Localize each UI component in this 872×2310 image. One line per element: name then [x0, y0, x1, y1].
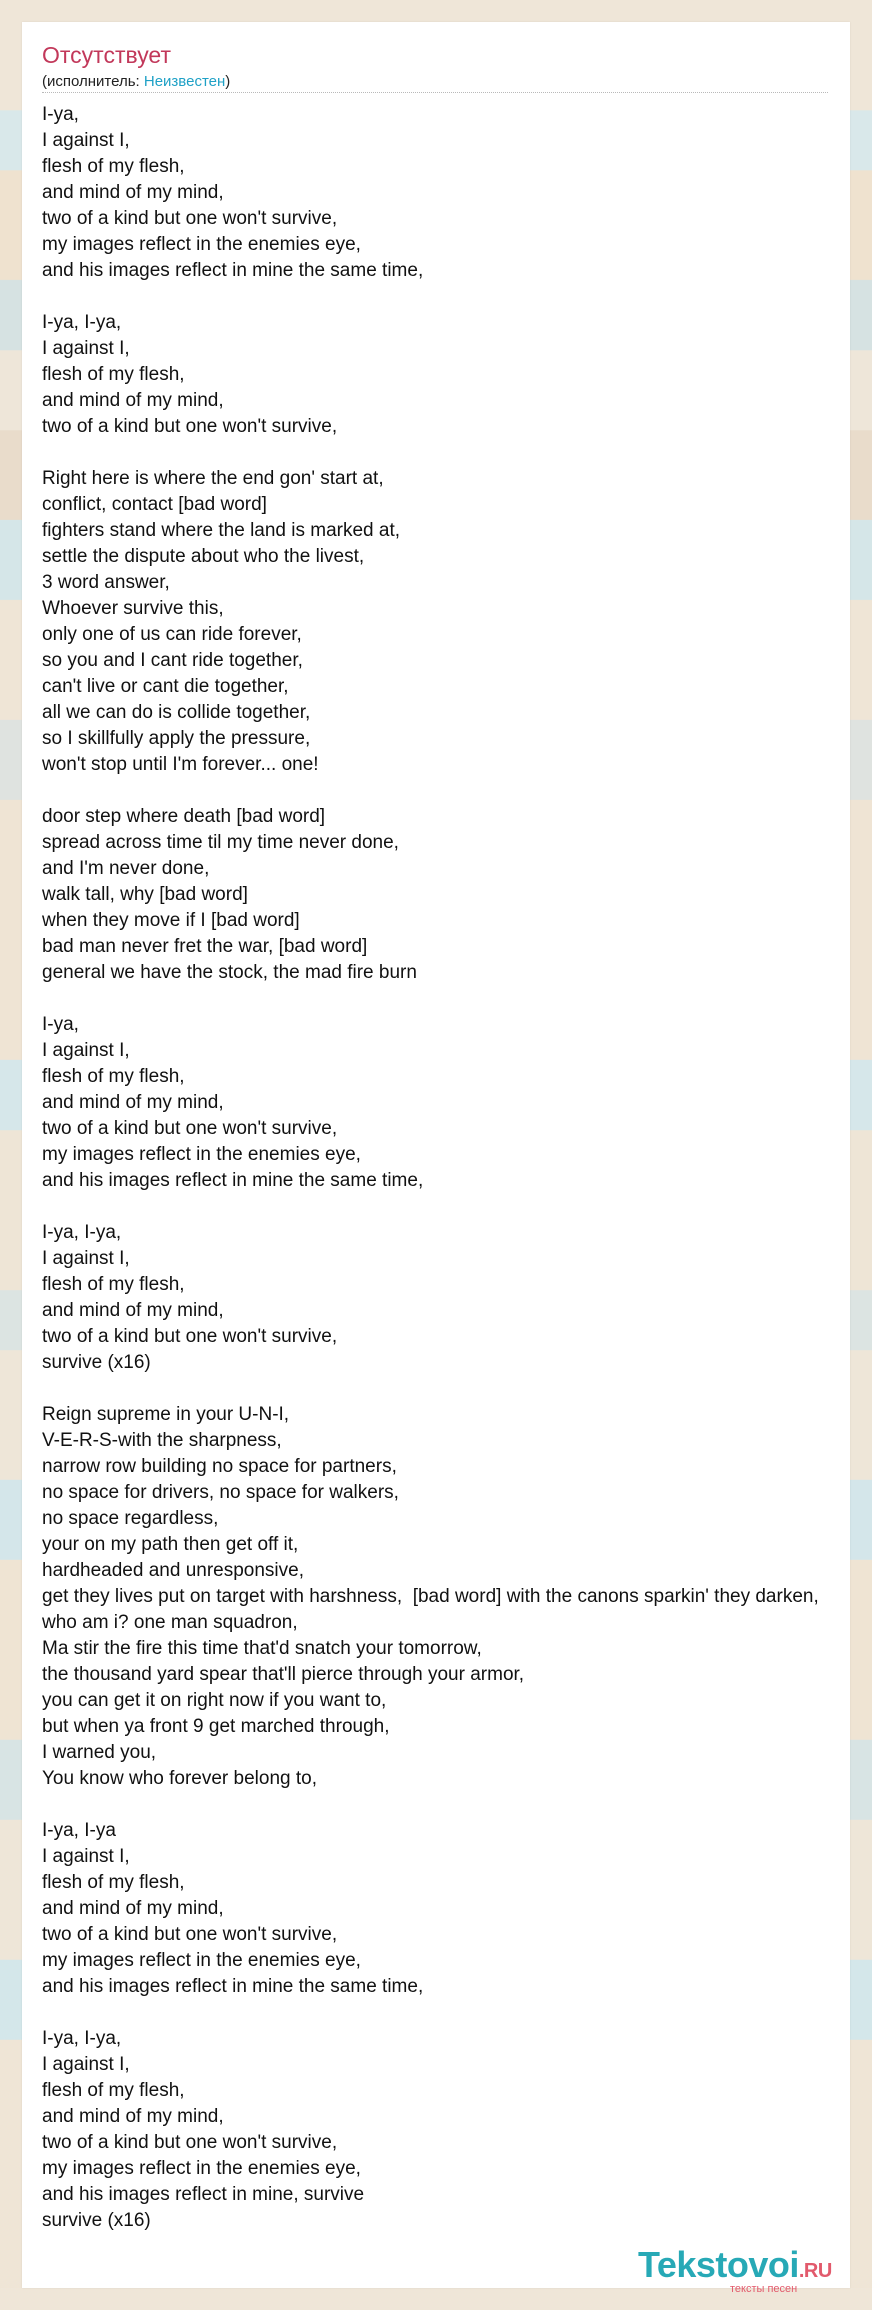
lyrics-line: 3 word answer,: [42, 572, 170, 593]
lyrics-line: can't live or cant die together,: [42, 676, 289, 697]
lyrics-line: won't stop until I'm forever... one!: [42, 754, 319, 775]
lyrics-line: door step where death [bad word]: [42, 806, 326, 827]
lyrics-line: who am i? one man squadron,: [42, 1612, 298, 1633]
artist-link[interactable]: Неизвестен: [143, 73, 226, 90]
lyrics-line: I against I,: [42, 130, 130, 151]
lyrics-line: V-E-R-S-with the sharpness,: [42, 1430, 282, 1451]
lyrics-line: survive (x16): [42, 2210, 151, 2231]
lyrics-line: two of a kind but one won't survive,: [42, 1924, 338, 1945]
lyrics-line: but when ya front 9 get marched through,: [42, 1716, 390, 1737]
lyrics-line: I warned you,: [42, 1742, 157, 1763]
artist-prefix: (исполнитель:: [42, 73, 144, 90]
lyrics-line: flesh of my flesh,: [42, 2080, 185, 2101]
artist-line: [42, 73, 230, 91]
lyrics-line: I-ya, I-ya: [42, 1820, 116, 1841]
lyrics-blank-line: [42, 1194, 819, 1220]
lyrics-line: spread across time til my time never done,: [42, 832, 399, 853]
logo-suffix: .RU: [798, 2260, 832, 2282]
lyrics-line: flesh of my flesh,: [42, 1066, 185, 1087]
lyrics-line: and his images reflect in mine the same time,: [42, 1170, 424, 1191]
lyrics-line: settle the dispute about who the livest,: [42, 546, 365, 567]
lyrics-line: and his images reflect in mine the same time,: [42, 260, 424, 281]
lyrics-line: two of a kind but one won't survive,: [42, 1326, 338, 1347]
lyrics-blank-line: [42, 1376, 819, 1402]
lyrics-line: I-ya,: [42, 1014, 79, 1035]
logo-subtitle: тексты песен: [730, 2283, 798, 2295]
logo-main-text: Tekstovoi: [638, 2244, 799, 2285]
lyrics-line: narrow row building no space for partners,: [42, 1456, 397, 1477]
lyrics-line: all we can do is collide together,: [42, 702, 311, 723]
lyrics-line: my images reflect in the enemies eye,: [42, 234, 361, 255]
lyrics-line: two of a kind but one won't survive,: [42, 416, 338, 437]
lyrics-blank-line: [42, 284, 819, 310]
lyrics-line: survive (x16): [42, 1352, 151, 1373]
lyrics-line: my images reflect in the enemies eye,: [42, 1950, 361, 1971]
lyrics-line: get they lives put on target with harshness, [bad word] with the canons sparkin' they darken,: [42, 1586, 819, 1607]
lyrics-line: when they move if I [bad word]: [42, 910, 300, 931]
lyrics-line: I against I,: [42, 1248, 130, 1269]
lyrics-line: I against I,: [42, 338, 130, 359]
lyrics-line: and mind of my mind,: [42, 1898, 224, 1919]
site-logo[interactable]: [638, 2244, 863, 2310]
lyrics-line: no space regardless,: [42, 1508, 219, 1529]
lyrics-line: Whoever survive this,: [42, 598, 224, 619]
lyrics-line: and his images reflect in mine, survive: [42, 2184, 365, 2205]
lyrics-line: Ma stir the fire this time that'd snatch your tomorrow,: [42, 1638, 482, 1659]
song-title: Отсутствует: [42, 42, 171, 68]
lyrics-line: you can get it on right now if you want to,: [42, 1690, 387, 1711]
lyrics-line: and mind of my mind,: [42, 182, 224, 203]
lyrics-blank-line: [42, 440, 819, 466]
lyrics-line: You know who forever belong to,: [42, 1768, 317, 1789]
lyrics-line: and I'm never done,: [42, 858, 210, 879]
lyrics-line: and his images reflect in mine the same time,: [42, 1976, 424, 1997]
lyrics-line: my images reflect in the enemies eye,: [42, 1144, 361, 1165]
lyrics-line: and mind of my mind,: [42, 1300, 224, 1321]
lyrics-line: only one of us can ride forever,: [42, 624, 302, 645]
lyrics-line: two of a kind but one won't survive,: [42, 208, 338, 229]
lyrics-line: walk tall, why [bad word]: [42, 884, 248, 905]
lyrics-line: your on my path then get off it,: [42, 1534, 299, 1555]
lyrics-blank-line: [42, 986, 819, 1012]
lyrics-line: the thousand yard spear that'll pierce through your armor,: [42, 1664, 525, 1685]
lyrics-blank-line: [42, 778, 819, 804]
lyrics-line: I-ya, I-ya,: [42, 1222, 122, 1243]
lyrics-line: flesh of my flesh,: [42, 156, 185, 177]
lyrics-line: Right here is where the end gon' start at,: [42, 468, 384, 489]
lyrics-blank-line: [42, 1792, 819, 1818]
lyrics-line: I against I,: [42, 1040, 130, 1061]
lyrics-line: flesh of my flesh,: [42, 364, 185, 385]
lyrics-line: two of a kind but one won't survive,: [42, 1118, 338, 1139]
lyrics-blank-line: [42, 2000, 819, 2026]
lyrics-line: so I skillfully apply the pressure,: [42, 728, 311, 749]
lyrics-line: flesh of my flesh,: [42, 1872, 185, 1893]
lyrics-line: two of a kind but one won't survive,: [42, 2132, 338, 2153]
lyrics-line: no space for drivers, no space for walkers,: [42, 1482, 399, 1503]
logo-wordmark: [638, 2244, 832, 2286]
lyrics-line: and mind of my mind,: [42, 2106, 224, 2127]
lyrics-page: [22, 22, 850, 2295]
lyrics-line: and mind of my mind,: [42, 390, 224, 411]
lyrics-line: conflict, contact [bad word]: [42, 494, 267, 515]
lyrics-line: bad man never fret the war, [bad word]: [42, 936, 368, 957]
lyrics-line: Reign supreme in your U-N-I,: [42, 1404, 290, 1425]
title-divider: [42, 92, 828, 93]
lyrics-line: I-ya,: [42, 104, 79, 125]
lyrics-text: [42, 102, 819, 2234]
lyrics-line: I against I,: [42, 2054, 130, 2075]
lyrics-line: flesh of my flesh,: [42, 1274, 185, 1295]
lyrics-line: and mind of my mind,: [42, 1092, 224, 1113]
lyrics-line: fighters stand where the land is marked at,: [42, 520, 401, 541]
lyrics-line: general we have the stock, the mad fire burn: [42, 962, 417, 983]
lyrics-line: I-ya, I-ya,: [42, 312, 122, 333]
lyrics-line: hardheaded and unresponsive,: [42, 1560, 304, 1581]
lyrics-line: my images reflect in the enemies eye,: [42, 2158, 361, 2179]
lyrics-line: I against I,: [42, 1846, 130, 1867]
lyrics-line: so you and I cant ride together,: [42, 650, 303, 671]
artist-suffix: ): [225, 73, 231, 90]
lyrics-line: I-ya, I-ya,: [42, 2028, 122, 2049]
